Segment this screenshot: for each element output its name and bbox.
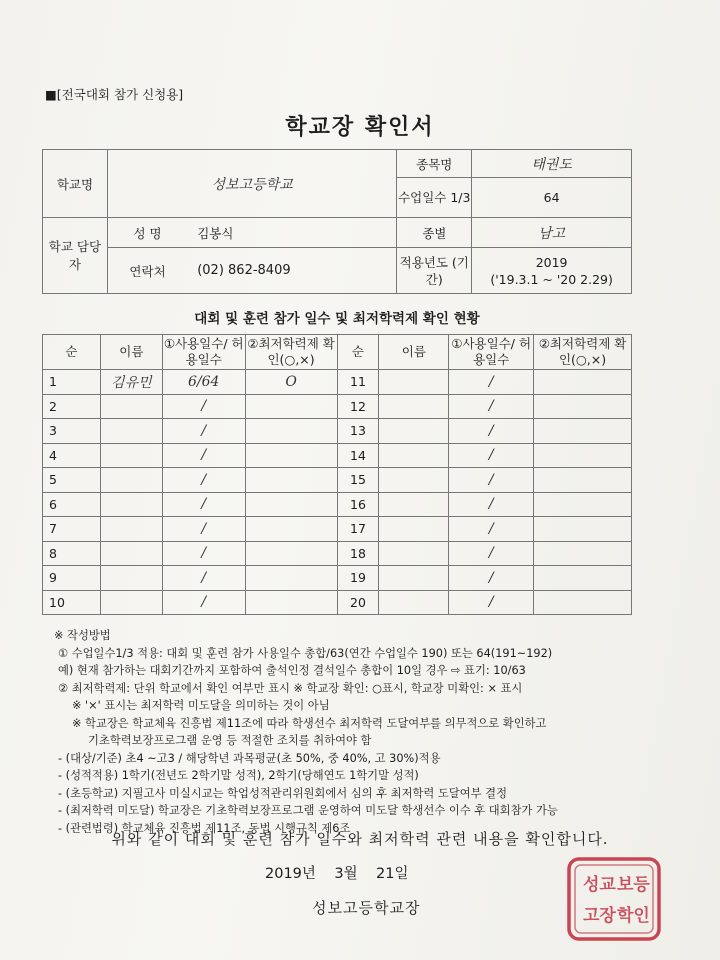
row-name xyxy=(100,394,162,419)
table-row xyxy=(43,492,632,517)
row-academic-2 xyxy=(534,590,632,615)
row-no-2: 17 xyxy=(337,517,379,542)
instructions xyxy=(54,627,678,837)
row-days: / xyxy=(162,468,245,493)
row-no-2: 18 xyxy=(337,541,379,566)
row-days: / xyxy=(162,541,245,566)
row-name-2 xyxy=(379,394,449,419)
table-row xyxy=(43,394,632,419)
row-days-2: / xyxy=(449,419,534,444)
row-name xyxy=(100,590,162,615)
row-no-2: 20 xyxy=(337,590,379,615)
note-line: 기초학력보장프로그램 운영 등 적절한 조치를 취하여야 함 xyxy=(88,734,372,747)
row-days: / xyxy=(162,419,245,444)
note-line: - (최저학력 미도달) 학교장은 기초학력보장프로그램 운영하여 미도달 학생선수 이수 후 대회참가 가능 xyxy=(58,804,558,817)
row-academic xyxy=(245,443,337,468)
row-name-2 xyxy=(379,517,449,542)
row-academic-2 xyxy=(534,517,632,542)
row-days-2: / xyxy=(449,370,534,395)
row-academic-2 xyxy=(534,541,632,566)
row-name-2 xyxy=(379,370,449,395)
table-row xyxy=(43,419,632,444)
header-no-2: 순 xyxy=(337,335,379,370)
row-days-2: / xyxy=(449,468,534,493)
table-row xyxy=(43,443,632,468)
row-name-2 xyxy=(379,443,449,468)
note-line: 예) 현재 참가하는 대회기간까지 포함하여 출석인정 결석일수 총합이 10일 경우 ⇨ 표기: 10/63 xyxy=(58,664,526,677)
period-value: ('19.3.1 ~ '20 2.29) xyxy=(490,271,613,287)
year-cell xyxy=(472,248,632,294)
note-line: - (관련법령) 학교체육 진흥법 제11조, 동법 시행규칙 제6조 xyxy=(58,821,351,835)
row-days: / xyxy=(162,492,245,517)
row-academic xyxy=(245,468,337,493)
row-days-2: / xyxy=(449,541,534,566)
row-days-2: / xyxy=(449,590,534,615)
status-table xyxy=(42,334,632,615)
staff-label: 학교 담당자 xyxy=(43,218,108,294)
note-line: ② 최저학력제: 단위 학교에서 확인 여부만 표시 ※ 학교장 확인: ○표시, 학교장 미확인: × 표시 xyxy=(58,681,523,695)
row-academic-2 xyxy=(534,370,632,395)
row-name-2 xyxy=(379,541,449,566)
row-no: 8 xyxy=(43,541,101,566)
document-title: 학교장 확인서 xyxy=(285,115,435,140)
header-name: 이름 xyxy=(100,335,162,370)
row-days-2: / xyxy=(449,517,534,542)
note-line: - (초등학교) 지필고사 미실시교는 학업성적관리위원회에서 심의 후 최저학력 도달여부 결정 xyxy=(58,786,507,800)
row-name-2 xyxy=(379,566,449,591)
row-name-2 xyxy=(379,590,449,615)
row-no: 6 xyxy=(43,492,101,517)
days-value: 64 xyxy=(472,178,632,218)
issuer-name: 성보고등학교장 xyxy=(312,899,421,917)
confirmation-statement: 위와 같이 대회 및 훈련 참가 일수와 최저학력 관련 내용을 확인합니다. xyxy=(111,830,609,848)
row-no-2: 15 xyxy=(337,468,379,493)
school-label: 학교명 xyxy=(43,150,108,218)
row-name xyxy=(100,517,162,542)
row-no: 4 xyxy=(43,443,101,468)
row-academic xyxy=(245,492,337,517)
row-name xyxy=(100,492,162,517)
row-name-2 xyxy=(379,419,449,444)
header-name-2: 이름 xyxy=(379,335,449,370)
note-line: ① 수업일수1/3 적용: 대회 및 훈련 참가 사용일수 총합/63(연간 수업일수 190) 또는 64(191~192) xyxy=(58,646,553,660)
table-row xyxy=(43,517,632,542)
table-row xyxy=(43,370,632,395)
name-value: 김봉식 xyxy=(187,218,397,248)
gender-label: 종별 xyxy=(397,218,472,248)
year-value: 2019 xyxy=(535,254,568,270)
form-tag: ■[전국대회 참가 신청용] xyxy=(45,87,184,102)
row-academic-2 xyxy=(534,566,632,591)
table-row xyxy=(43,468,632,493)
row-academic xyxy=(245,566,337,591)
row-no: 2 xyxy=(43,394,101,419)
row-no: 5 xyxy=(43,468,101,493)
row-name xyxy=(100,566,162,591)
row-academic xyxy=(245,517,337,542)
row-no-2: 14 xyxy=(337,443,379,468)
row-no: 10 xyxy=(43,590,101,615)
row-no: 3 xyxy=(43,419,101,444)
svg-text:고장: 고장 xyxy=(583,906,616,926)
event-value: 태권도 xyxy=(472,150,632,178)
row-academic xyxy=(245,590,337,615)
note-line: - (성적적용) 1학기(전년도 2학기말 성적), 2학기(당해연도 1학기말 성적) xyxy=(58,769,419,782)
date-year: 2019년 xyxy=(265,866,316,882)
row-no-2: 13 xyxy=(337,419,379,444)
row-academic: O xyxy=(245,370,337,395)
row-no: 7 xyxy=(43,517,101,542)
row-name-2 xyxy=(379,492,449,517)
table-row xyxy=(43,566,632,591)
row-no-2: 19 xyxy=(337,566,379,591)
header-academic-2: ②최저학력제 확인(○,×) xyxy=(534,335,632,370)
contact-value: (02) 862-8409 xyxy=(187,248,397,294)
row-days-2: / xyxy=(449,566,534,591)
row-name-2 xyxy=(379,468,449,493)
svg-text:학인: 학인 xyxy=(617,906,650,926)
row-academic-2 xyxy=(534,492,632,517)
name-label: 성 명 xyxy=(107,218,187,248)
row-name xyxy=(100,443,162,468)
row-no-2: 11 xyxy=(337,370,379,395)
row-days: / xyxy=(162,517,245,542)
row-academic xyxy=(245,541,337,566)
header-no: 순 xyxy=(43,335,101,370)
note-line: ※ '×' 표시는 최저학력 미도달을 의미하는 것이 아님 xyxy=(72,699,330,712)
issue-date xyxy=(265,862,409,883)
days-label: 수업일수 1/3 xyxy=(397,178,472,218)
note-line: ※ 작성방법 xyxy=(54,629,111,642)
row-days: / xyxy=(162,443,245,468)
status-title: 대회 및 훈련 참가 일수 및 최저학력제 확인 현황 xyxy=(194,311,480,327)
row-name: 김유민 xyxy=(100,370,162,395)
header-days-2: ①사용일수/ 허용일수 xyxy=(449,335,534,370)
school-value: 성보고등학교 xyxy=(107,150,396,218)
year-label: 적용년도 (기간) xyxy=(397,248,472,294)
contact-label: 연락처 xyxy=(107,248,187,294)
row-days-2: / xyxy=(449,443,534,468)
date-month: 3월 xyxy=(334,866,358,882)
table-row xyxy=(43,590,632,615)
note-line: ※ 학교장은 학교체육 진흥법 제11조에 따라 학생선수 최저학력 도달여부를 의무적으로 확인하고 xyxy=(72,716,547,730)
row-academic-2 xyxy=(534,419,632,444)
row-name xyxy=(100,541,162,566)
row-academic xyxy=(245,394,337,419)
row-days: 6/64 xyxy=(162,370,245,395)
row-days-2: / xyxy=(449,394,534,419)
event-label: 종목명 xyxy=(397,150,472,178)
row-academic-2 xyxy=(534,443,632,468)
gender-value: 남고 xyxy=(472,218,632,248)
row-no-2: 16 xyxy=(337,492,379,517)
row-days: / xyxy=(162,590,245,615)
row-academic-2 xyxy=(534,394,632,419)
row-days: / xyxy=(162,394,245,419)
row-name xyxy=(100,419,162,444)
row-academic xyxy=(245,419,337,444)
note-line: - (대상/기준) 초4 ~고3 / 해당학년 과목평균(초 50%, 중 40%, 고 30%)적용 xyxy=(58,751,441,765)
row-no: 1 xyxy=(43,370,101,395)
table-row xyxy=(43,541,632,566)
info-table xyxy=(42,149,632,294)
svg-text:보등: 보등 xyxy=(617,875,650,895)
official-seal-icon xyxy=(565,855,663,943)
row-no-2: 12 xyxy=(337,394,379,419)
row-no: 9 xyxy=(43,566,101,591)
row-academic-2 xyxy=(534,468,632,493)
header-academic: ②최저학력제 확인(○,×) xyxy=(245,335,337,370)
row-name xyxy=(100,468,162,493)
svg-text:성교: 성교 xyxy=(583,875,616,895)
header-days: ①사용일수/ 허용일수 xyxy=(162,335,245,370)
date-day: 21일 xyxy=(376,866,409,882)
row-days-2: / xyxy=(449,492,534,517)
row-days: / xyxy=(162,566,245,591)
